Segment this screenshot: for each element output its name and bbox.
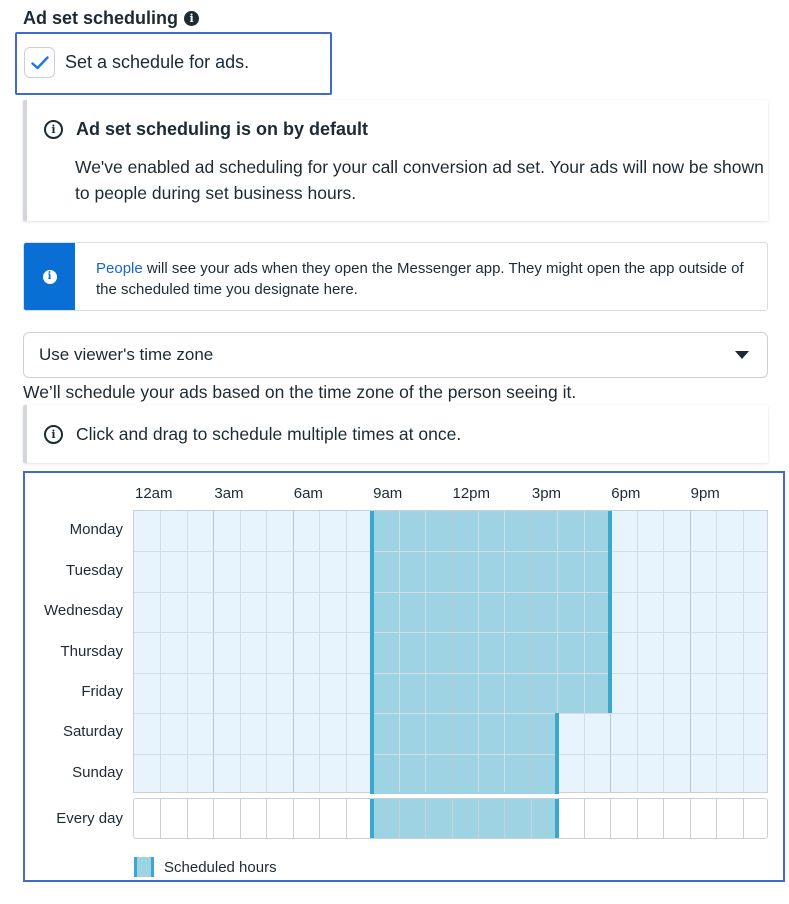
- hour-label: 6am: [293, 485, 323, 502]
- grid-column-line: [293, 511, 294, 792]
- day-label: Sunday: [72, 763, 123, 781]
- every-day-edge-handle[interactable]: [555, 799, 559, 838]
- schedule-edge-handle[interactable]: [370, 511, 374, 794]
- grid-column-line: [213, 511, 214, 792]
- grid-column-line: [319, 511, 320, 792]
- hour-label: 12pm: [452, 485, 491, 502]
- legend-label: Scheduled hours: [164, 858, 277, 876]
- grid-column-line: [531, 511, 532, 792]
- scheduled-block[interactable]: [372, 713, 557, 753]
- grid-row-line: [134, 592, 767, 593]
- info-icon[interactable]: i: [184, 11, 199, 26]
- hour-label: 6pm: [611, 485, 641, 502]
- grid-column-line: [266, 511, 267, 792]
- every-day-scheduled-block[interactable]: [372, 799, 557, 838]
- scheduled-block[interactable]: [372, 754, 557, 794]
- grid-column-line: [346, 511, 347, 792]
- grid-column-line: [504, 511, 505, 792]
- grid-column-line: [716, 511, 717, 792]
- every-day-row[interactable]: [133, 798, 768, 839]
- legend-swatch: [134, 857, 154, 877]
- hour-label: 3am: [214, 485, 244, 502]
- every-day-column-line: [213, 799, 214, 838]
- scheduled-block[interactable]: [372, 592, 610, 632]
- people-link[interactable]: People: [96, 260, 143, 277]
- day-label: Thursday: [60, 642, 123, 660]
- every-day-column-line: [716, 799, 717, 838]
- every-day-column-line: [399, 799, 400, 838]
- hour-label: 9pm: [690, 485, 720, 502]
- timezone-select-value: Use viewer's time zone: [39, 345, 214, 364]
- every-day-column-line: [187, 799, 188, 838]
- banner-text: [96, 258, 756, 300]
- checkmark-icon: [31, 56, 49, 70]
- notice-body: We've enabled ad scheduling for your call conversion ad set. Your ads will now be shown to people during set business hours.: [75, 157, 764, 203]
- every-day-column-line: [425, 799, 426, 838]
- grid-row-line: [134, 673, 767, 674]
- schedule-checkbox-label: Set a schedule for ads.: [65, 52, 250, 72]
- legend: [134, 857, 277, 877]
- grid-column-line: [743, 511, 744, 792]
- section-title: Ad set scheduling: [23, 8, 179, 28]
- grid-column-line: [584, 511, 585, 792]
- every-day-column-line: [504, 799, 505, 838]
- grid-column-line: [637, 511, 638, 792]
- every-day-column-line: [240, 799, 241, 838]
- scheduled-block[interactable]: [372, 632, 610, 672]
- scheduled-block[interactable]: [372, 673, 610, 713]
- every-day-column-line: [266, 799, 267, 838]
- messenger-info-banner: [23, 242, 768, 311]
- every-day-column-line: [346, 799, 347, 838]
- grid-row-line: [134, 632, 767, 633]
- every-day-column-line: [663, 799, 664, 838]
- every-day-column-line: [319, 799, 320, 838]
- every-day-column-line: [293, 799, 294, 838]
- every-day-column-line: [584, 799, 585, 838]
- grid-row-line: [134, 551, 767, 552]
- day-label: Friday: [81, 682, 123, 700]
- grid-column-line: [690, 511, 691, 792]
- notice-header: [44, 119, 368, 140]
- grid-row-line: [134, 713, 767, 714]
- banner-strip: [24, 243, 75, 310]
- schedule-edge-handle[interactable]: [608, 511, 612, 713]
- scheduling-notice: [23, 100, 768, 221]
- schedule-grid[interactable]: [133, 510, 768, 793]
- every-day-column-line: [690, 799, 691, 838]
- every-day-column-line: [160, 799, 161, 838]
- schedule-checkbox[interactable]: [24, 47, 55, 78]
- grid-column-line: [425, 511, 426, 792]
- info-circle-icon: i: [44, 425, 63, 444]
- hour-label: 3pm: [531, 485, 562, 502]
- hour-label: 12am: [135, 485, 173, 502]
- grid-column-line: [452, 511, 453, 792]
- grid-column-line: [478, 511, 479, 792]
- schedule-checkbox-row[interactable]: [24, 47, 249, 78]
- caret-down-icon: [735, 351, 749, 359]
- timezone-description: We’ll schedule your ads based on the time zone of the person seeing it.: [23, 382, 577, 402]
- grid-column-line: [187, 511, 188, 792]
- drag-hint-text: Click and drag to schedule multiple times at once.: [76, 423, 462, 444]
- scheduled-block[interactable]: [372, 511, 610, 551]
- drag-hint: [23, 405, 768, 463]
- every-day-column-line: [531, 799, 532, 838]
- day-label: Wednesday: [44, 602, 123, 620]
- schedule-edge-handle[interactable]: [555, 713, 559, 794]
- section-header: [23, 8, 199, 29]
- notice-title: Ad set scheduling is on by default: [76, 119, 369, 139]
- day-label: Monday: [69, 521, 123, 539]
- day-label: Tuesday: [66, 561, 123, 579]
- info-icon: i: [43, 270, 57, 284]
- hour-label: 9am: [373, 485, 403, 502]
- grid-column-line: [663, 511, 664, 792]
- every-day-edge-handle[interactable]: [370, 799, 374, 838]
- timezone-select[interactable]: [23, 332, 768, 378]
- grid-column-line: [160, 511, 161, 792]
- scheduled-block[interactable]: [372, 551, 610, 591]
- grid-column-line: [399, 511, 400, 792]
- grid-column-line: [240, 511, 241, 792]
- every-day-column-line: [610, 799, 611, 838]
- every-day-column-line: [478, 799, 479, 838]
- banner-message: will see your ads when they open the Messenger app. They might open the app outside of the scheduled time you designate here.: [96, 260, 744, 298]
- grid-row-line: [134, 754, 767, 755]
- every-day-column-line: [743, 799, 744, 838]
- every-day-column-line: [637, 799, 638, 838]
- info-circle-icon: i: [44, 120, 63, 139]
- every-day-column-line: [452, 799, 453, 838]
- day-label: Saturday: [62, 723, 123, 741]
- every-day-label: Every day: [56, 810, 123, 827]
